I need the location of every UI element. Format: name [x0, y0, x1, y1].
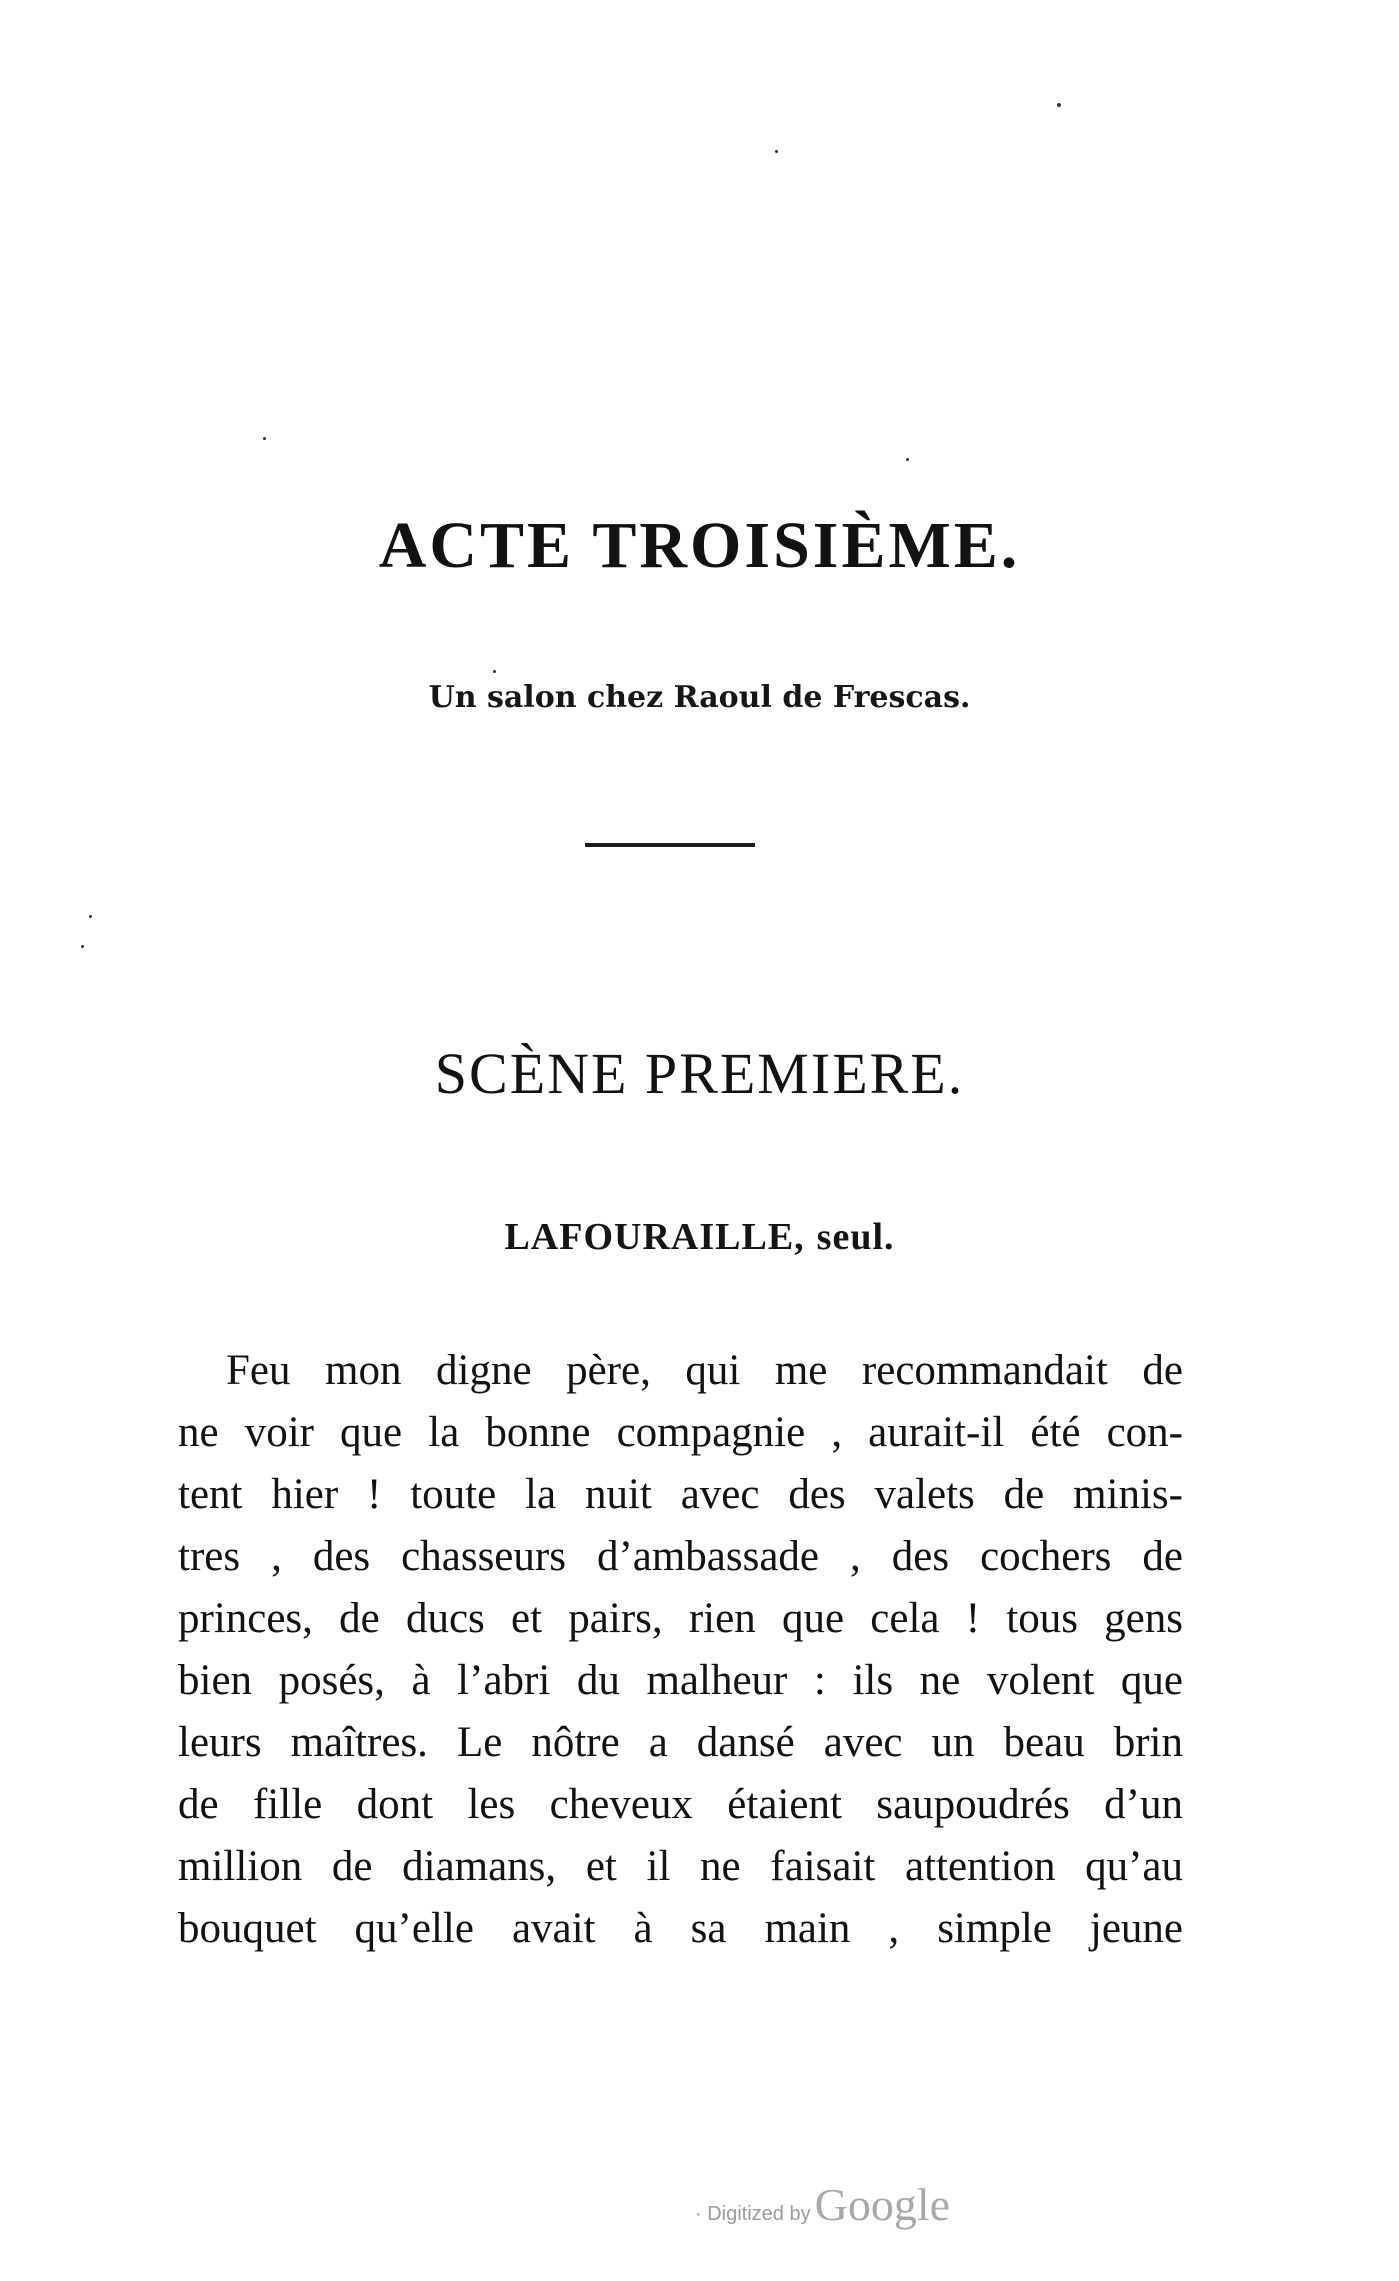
google-logo: Google [814, 2179, 951, 2230]
text-line: tres , des chasseurs d’ambassade , des cochers de [178, 1533, 1183, 1580]
scene-setting: Un salon chez Raoul de Frescas. [428, 680, 971, 715]
stage-direction: seul. [816, 1216, 895, 1258]
text-line: bien posés, à l’abri du malheur : ils ne volent que [178, 1657, 1183, 1704]
text-line: leurs maîtres. Le nôtre a dansé avec un beau brin [178, 1719, 1183, 1766]
text-line: princes, de ducs et pairs, rien que cela ! tous gens [178, 1595, 1183, 1642]
text-line: million de diamans, et il ne faisait attention qu’au [178, 1843, 1183, 1890]
text-line: Feu mon digne père, qui me recommandait de [226, 1347, 1183, 1394]
character-heading [0, 1215, 1399, 1259]
scan-speck [906, 458, 909, 461]
scan-speck [89, 915, 92, 918]
section-divider [585, 843, 755, 847]
digitization-watermark: · Digitized byGoogle [695, 2179, 951, 2230]
scan-speck [263, 437, 266, 440]
scan-speck [493, 670, 496, 673]
text-line: ne voir que la bonne compagnie , aurait-il été con- [178, 1409, 1183, 1456]
character-name: LAFOURAILLE, [504, 1216, 805, 1258]
scan-speck [775, 150, 778, 153]
text-line: bouquet qu’elle avait à sa main , simple jeune [178, 1905, 1183, 1952]
monologue-paragraph [178, 1340, 1183, 1960]
text-line: de fille dont les cheveux étaient saupoudrés d’un [178, 1781, 1183, 1828]
text-line: tent hier ! toute la nuit avec des valets de minis- [178, 1471, 1183, 1518]
scan-speck [1057, 103, 1061, 107]
watermark-prefix: Digitized by [707, 2203, 811, 2225]
scan-speck [81, 945, 84, 948]
scene-title: SCÈNE PREMIERE. [434, 1041, 965, 1106]
act-title: ACTE TROISIÈME. [378, 509, 1021, 582]
